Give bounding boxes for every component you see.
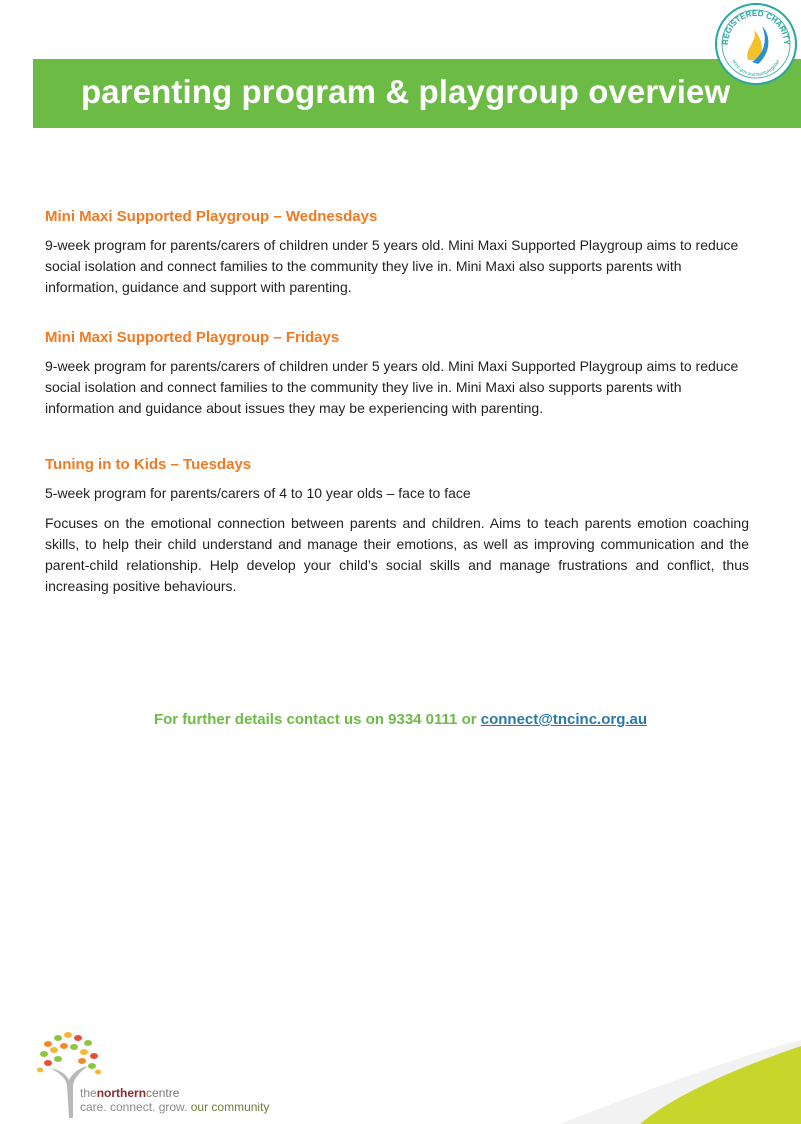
- section-heading: Mini Maxi Supported Playgroup – Wednesdays: [45, 208, 378, 225]
- registered-charity-seal: [714, 2, 798, 86]
- page-title: parenting program & playgroup overview: [81, 73, 731, 110]
- footer-swoosh: [560, 1010, 801, 1124]
- seal-top-text: REGISTERED CHARITY: [720, 8, 792, 46]
- header-banner: [33, 59, 801, 128]
- section-wednesdays: [45, 208, 749, 298]
- section-tuning-in-to-kids: [45, 456, 749, 597]
- section-fridays: [45, 329, 749, 419]
- logo-name-centre: centre: [146, 1086, 180, 1100]
- section-paragraph: Focuses on the emotional connection between parents and children. Aims to teach parents emotion coaching skills, to help their child understand and manage their emotions, as well as improving communication and the parent-child relationship. Help develop your child’s social skills and manage frustrations and conflict, thus increasing positive behaviours.: [45, 515, 749, 594]
- section-paragraph: 5-week program for parents/carers of 4 to 10 year olds – face to face: [45, 485, 471, 501]
- email-link[interactable]: connect@tncinc.org.au: [480, 711, 648, 728]
- contact-text: For further details contact us on 9334 0111 or: [153, 711, 481, 728]
- organisation-tagline: [80, 1100, 269, 1114]
- contact-line: [0, 711, 801, 728]
- logo-name-northern: northern: [96, 1086, 147, 1100]
- organisation-logo-text: [80, 1086, 269, 1114]
- tagline-start: care. connect. grow.: [80, 1100, 191, 1114]
- seal-bottom-text: acnc.gov.au/charityregister: [730, 58, 782, 79]
- section-heading: Tuning in to Kids – Tuesdays: [45, 456, 252, 473]
- section-heading: Mini Maxi Supported Playgroup – Fridays: [45, 329, 340, 346]
- section-paragraph: 9-week program for parents/carers of children under 5 years old. Mini Maxi Supported Playgroup aims to reduce social isolation and connect families to the community they live in. Mini Maxi also supports parents with information, guidance and support with parenting.: [45, 237, 739, 295]
- section-paragraph: 9-week program for parents/carers of children under 5 years old. Mini Maxi Supported Playgroup aims to reduce social isolation and connect families to the community they live in. Mini Maxi also supports parents with information and guidance about issues they may be experiencing with parenting.: [45, 358, 739, 416]
- logo-name-the: the: [80, 1086, 97, 1100]
- tagline-end: our community: [190, 1100, 270, 1114]
- organisation-name: [80, 1086, 269, 1100]
